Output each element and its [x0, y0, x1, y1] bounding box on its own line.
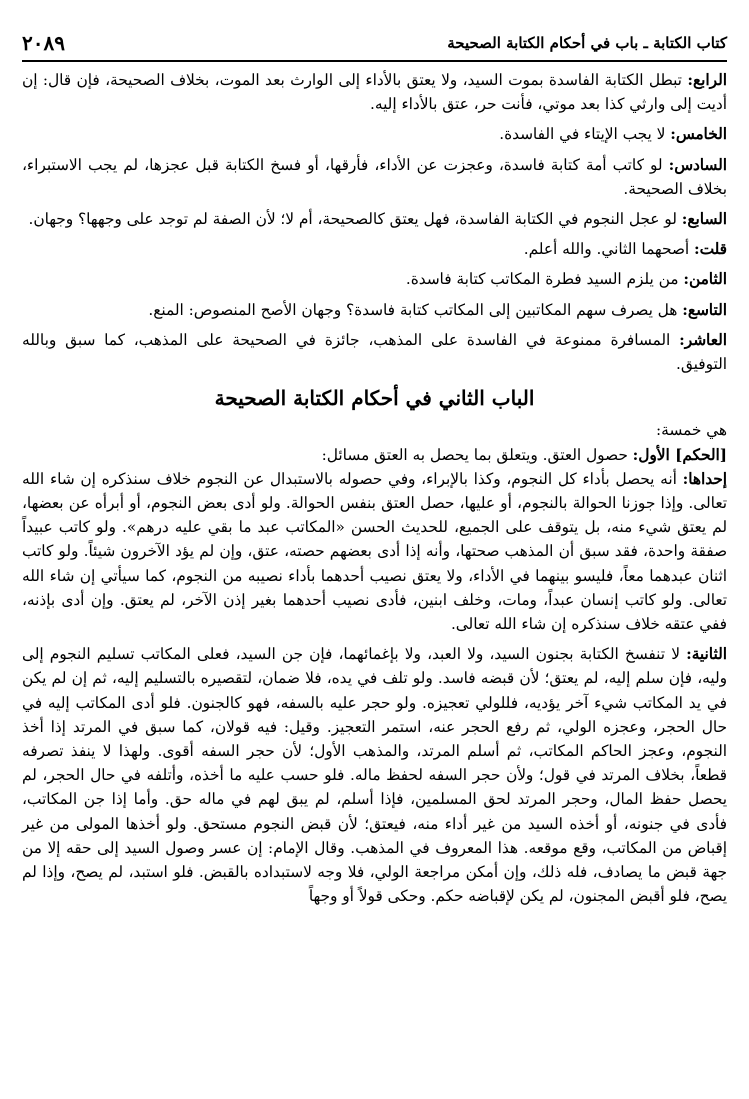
paragraph-lead: الثانية:: [686, 645, 727, 664]
second-section: [22, 467, 727, 909]
paragraph: [22, 298, 727, 322]
chapter-intro: هي خمسة:: [656, 421, 727, 440]
paragraph-lead: الثامن:: [683, 270, 727, 289]
paragraph-lead: الرابع:: [687, 71, 727, 89]
paragraph-lead: إحداها:: [682, 469, 727, 488]
paragraph: [22, 68, 727, 116]
paragraph-lead: قلت:: [693, 240, 727, 259]
chapter-title: الباب الثاني في أحكام الكتابة الصحيحة: [214, 386, 535, 411]
paragraph-text: المسافرة ممنوعة في الفاسدة على المذهب، جائزة في الصحيحة على المذهب، كما سبق وبالله التوفيق.: [22, 330, 727, 374]
paragraph-text: لا يجب الإيتاء في الفاسدة.: [499, 125, 671, 144]
paragraph: [22, 642, 727, 908]
paragraph: [22, 328, 727, 376]
paragraph-text: لا تنفسخ الكتابة بجنون السيد، ولا العبد، ولا بإغمائهما، فإن جن السيد، فعلى المكاتب تسليم النجوم إلى وليه، فإن سلم إليه، لم يعتق؛ لأن قبضه فاسد. ولو تلف في يده، فلا ضمان، لتقصيره بالتسليم إليه، ثم إن لم يكن في يد المكاتب شيء آخر يؤديه، فللولي تعجيزه. ولو حجر عليه بالسفه، فهو كالجنون. فلو أدى المكاتب إليه في حال الحجر، وعجزه الولي، ثم رفع الحجر عنه، استمر التعجيز. وقيل: فيه قولان، كما سبق في المرتد إذا أخذ النجوم، وعجز الحاكم المكاتب، ثم أسلم المرتد، والمذهب الأول؛ لأن حجر السفه أقوى. ولهذا لا ينفذ تصرفه قطعاً، بخلاف المرتد في قول؛ ولأن حجر السفه لحفظ ماله. فلو حسب عليه ما أخذه، وأتلفه في حال الحجر، لم يحصل حفظ المال، وحجر المرتد لحق المسلمين، فإذا أسلم، لم يبق لهم في ماله حق. وأما إذا جن المكاتب، فأدى في جنونه، أو أخذه السيد من غير أداء منه، فيعتق؛ لأن قبض النجوم مستحق. ولو أخذها المولى من غير إقباض من المكاتب، وقع موقعه. هذا المعروف في المذهب. وقال الإمام: إن عسر وصول السيد إلى حقه إلا من جهة قبض ما يصادف، فله ذلك، وإن أمكن مراجعة الولي، فلا وجه لاستبداده بالقبض. فلو استبد، لم يصح، وإذا لم يصح، فلو أقبض المجنون، لم يكن لإقباضه حكم. وحكى قولاً أو وجهاً: [22, 645, 727, 906]
paragraph: [22, 122, 727, 146]
paragraph-text: تبطل الكتابة الفاسدة بموت السيد، ولا يعتق بالأداء إلى الوارث بعد الموت، بخلاف الصحيحة، فإن قال: إن أديت إلى وارثي كذا بعد موتي، فأنت حر، عتق بالأداء إليه.: [22, 71, 727, 114]
paragraph: [22, 267, 727, 291]
paragraph-text: هل يصرف سهم المكاتبين إلى المكاتب كتابة فاسدة؟ وجهان الأصح المنصوص: المنع.: [148, 300, 683, 319]
rule-heading-text: حصول العتق. ويتعلق بما يحصل به العتق مسائل:: [321, 445, 633, 464]
paragraph: [22, 153, 727, 201]
paragraph-text: لو عجل النجوم في الكتابة الفاسدة، فهل يعتق كالصحيحة، أم لا؛ لأن الصفة لم توجد على وجهها؟ وجهان.: [28, 210, 682, 229]
paragraph-lead: التاسع:: [682, 300, 727, 319]
rule-heading-lead: [الحكم] الأول:: [632, 445, 727, 464]
paragraph-text: لو كاتب أمة كتابة فاسدة، وعجزت عن الأداء، فأرقها، أو فسخ الكتابة قبل عجزها، لم يجب الاستبراء، بخلاف الصحيحة.: [22, 155, 727, 198]
paragraph-lead: السادس:: [668, 155, 727, 174]
paragraph-lead: الخامس:: [670, 125, 727, 144]
paragraph-lead: العاشر:: [679, 330, 727, 349]
paragraph: [22, 207, 727, 231]
page-header: [22, 28, 727, 58]
paragraph-text: من يلزم السيد فطرة المكاتب كتابة فاسدة.: [405, 270, 684, 289]
paragraph: [22, 237, 727, 261]
paragraph-text: أنه يحصل بأداء كل النجوم، وكذا بالإبراء، وفي حصوله بالاستبدال عن النجوم خلاف سنذكره إن شاء الله تعالى. وإذا جوزنا الحوالة بالنجوم، أو عليها، حصل العتق بنفس الحوالة. ولو أدى بعض النجوم، أو أبرأه عن بعضها، لم يعتق شيء منه، بل يتوقف على الجميع، للحديث الحسن «المكاتب عبد ما بقي عليه درهم». ولو كاتب عبيداً صفقة واحدة، فقد سبق أن المذهب صحتها، وأنه إذا أدى بعضهم حصته، عتق، وإن لم يؤد الآخرون شيئاً. ولو كاتب اثنان عبدهما معاً، فليسو بينهما في الأداء، ولا يعتق نصيب أحدهما بأداء نصيبه من النجوم، كما سيأتي إن شاء الله تعالى. ولو كاتب إنسان عبداً، ومات، وخلف ابنين، فأدى نصيب أحدهما بغير إذن الآخر، لم يعتق. وإن أدى بإذنه، ففي عتقه خلاف سنذكره إن شاء الله تعالى.: [22, 469, 727, 634]
page-number: ٢٠٨٩: [22, 31, 65, 55]
page-body: [22, 68, 727, 1099]
rule-heading: [22, 443, 727, 467]
running-title: كتاب الكتابة ـ باب في أحكام الكتابة الصحيحة: [447, 34, 727, 52]
first-section: [22, 68, 727, 376]
paragraph-lead: السابع:: [681, 210, 727, 229]
paragraph-text: أصحهما الثاني. والله أعلم.: [523, 240, 694, 259]
header-rule: [22, 60, 727, 62]
paragraph: [22, 467, 727, 636]
